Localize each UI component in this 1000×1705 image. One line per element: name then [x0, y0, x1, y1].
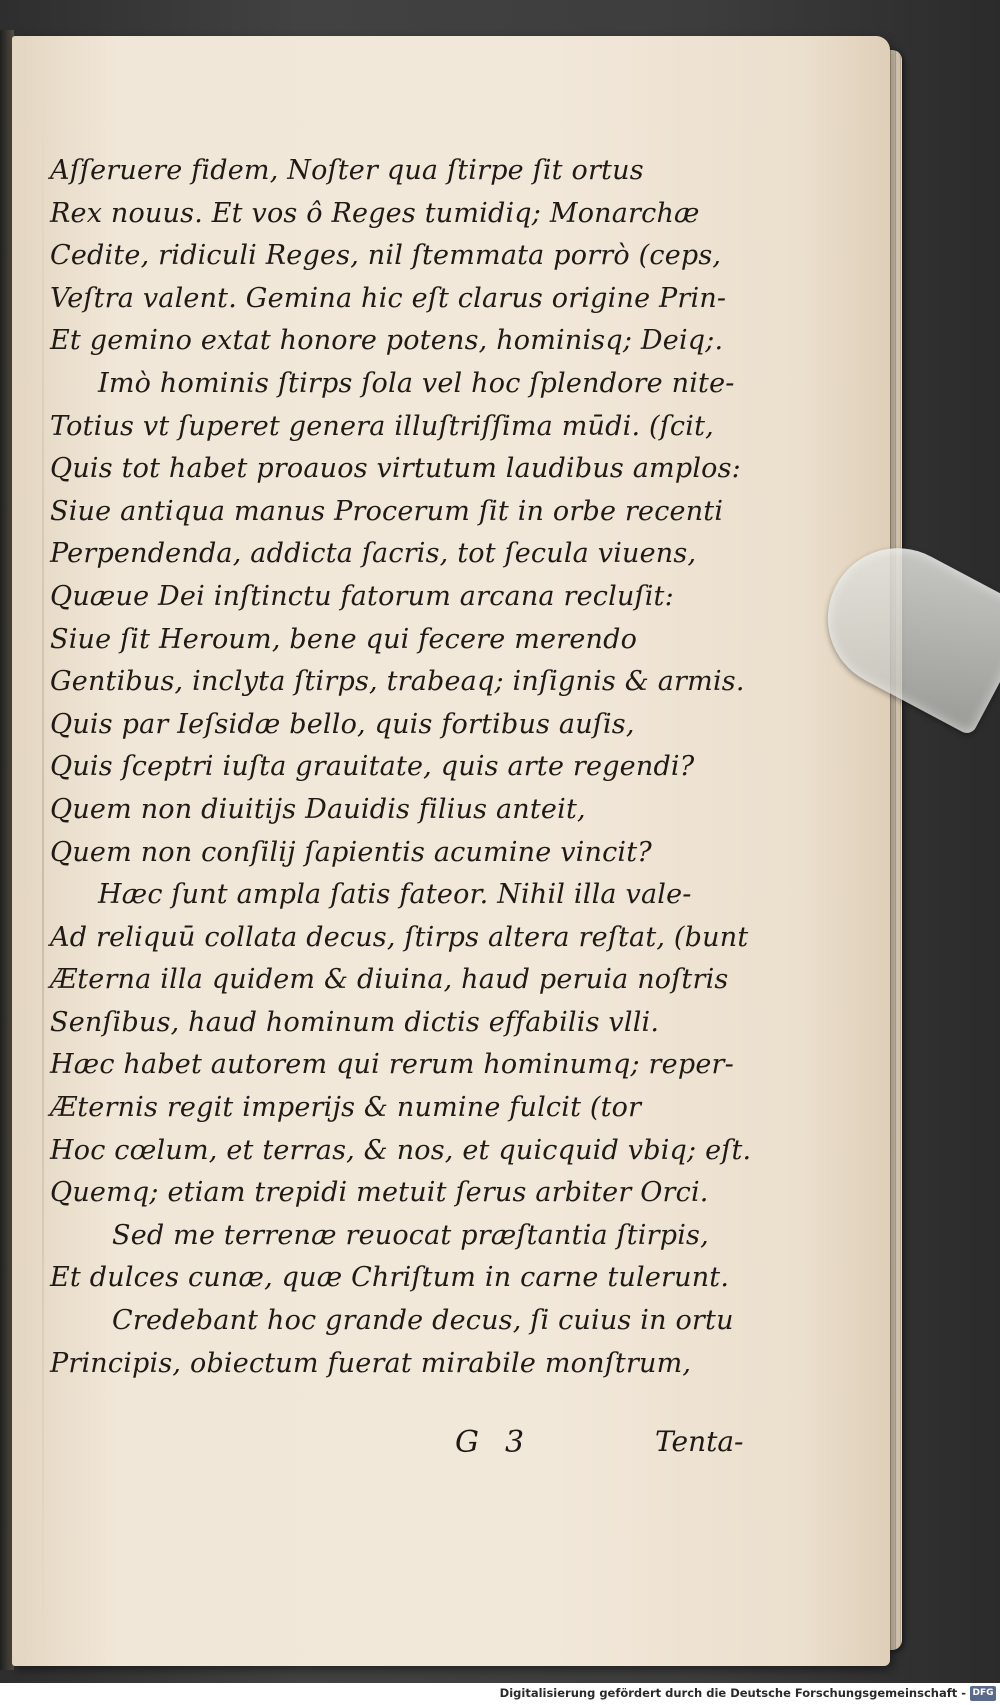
verse-line: Hæc ſunt ampla ſatis fateor. Nihil illa vale-: [98, 879, 692, 911]
signature-number: 3: [504, 1425, 525, 1460]
verse-line: Quemq; etiam trepidi metuit ſerus arbiter Orci.: [50, 1177, 709, 1209]
dfg-logo: DFG: [970, 1686, 996, 1701]
verse-line: Cedite, ridiculi Reges, nil ſtemmata porrò (ceps,: [50, 240, 722, 272]
verse-line: Hoc cœlum, et terras, & nos, et quicquid vbiq; eſt.: [50, 1134, 752, 1166]
verse-line: Et gemino extat honore potens, hominisq; Deiq;.: [50, 325, 724, 357]
verse-line: Senſibus, haud hominum dictis effabilis vlli.: [50, 1006, 660, 1038]
verse-line: Siue ſit Heroum, bene qui fecere merendo: [50, 623, 638, 655]
verse-line: Imò hominis ſtirps ſola vel hoc ſplendore nite-: [98, 367, 735, 399]
page-edges: [888, 50, 902, 1650]
verse-line: Perpendenda, addicta ſacris, tot ſecula viuens,: [50, 538, 697, 570]
verse-line: Quem non diuitijs Dauidis filius anteit,: [50, 793, 586, 825]
verse-line: Quæue Dei inſtinctu fatorum arcana recluſit:: [50, 580, 674, 612]
verse-text: [50, 150, 770, 1385]
credit-text: Digitalisierung gefördert durch die Deutsche Forschungsgemeinschaft -: [499, 1686, 966, 1700]
verse-line: Principis, obiectum fuerat mirabile monſtrum,: [50, 1347, 692, 1379]
verse-line: Veſtra valent. Gemina hic eſt clarus origine Prin-: [50, 282, 727, 314]
signature-letter: G: [455, 1425, 479, 1460]
verse-line: Quem non conſilij ſapientis acumine vincit?: [50, 836, 652, 868]
verse-line: Sed me terrenæ reuocat præſtantia ſtirpis,: [112, 1219, 709, 1251]
gutter-shadow: [42, 96, 44, 1656]
credit-bar: [0, 1683, 1000, 1705]
verse-line: Credebant hoc grande decus, ſi cuius in ortu: [112, 1305, 734, 1337]
verse-line: Totius vt ſuperet genera illuſtriſſima mūdi. (ſcit,: [50, 410, 714, 442]
verse-line: Rex nouus. Et vos ô Reges tumidiq; Monarchæ: [50, 197, 700, 229]
verse-line: Ad reliquū collata decus, ſtirps altera reſtat, (bunt: [50, 921, 749, 953]
verse-line: Æterna illa quidem & diuina, haud peruia noſtris: [50, 964, 729, 996]
verse-line: Aſſeruere fidem, Noſter qua ſtirpe ſit ortus: [50, 155, 644, 186]
verse-line: Gentibus, inclyta ſtirps, trabeaq; inſignis & armis.: [50, 666, 745, 698]
verse-line: Siue antiqua manus Procerum ſit in orbe recenti: [50, 495, 724, 527]
verse-line: Quis par Ieſsidæ bello, quis fortibus auſis,: [50, 708, 635, 740]
verse-line: Æternis regit imperijs & numine fulcit (tor: [50, 1092, 642, 1124]
verse-line: Et dulces cunæ, quæ Chriſtum in carne tulerunt.: [50, 1262, 730, 1294]
verse-line: Quis tot habet proauos virtutum laudibus amplos:: [50, 453, 741, 485]
signature-mark: [455, 1425, 524, 1460]
catchword: Tenta-: [655, 1425, 744, 1458]
verse-line: Quis ſceptri iuſta grauitate, quis arte regendi?: [50, 751, 695, 783]
verse-line: Hæc habet autorem qui rerum hominumq; reper-: [50, 1049, 734, 1081]
